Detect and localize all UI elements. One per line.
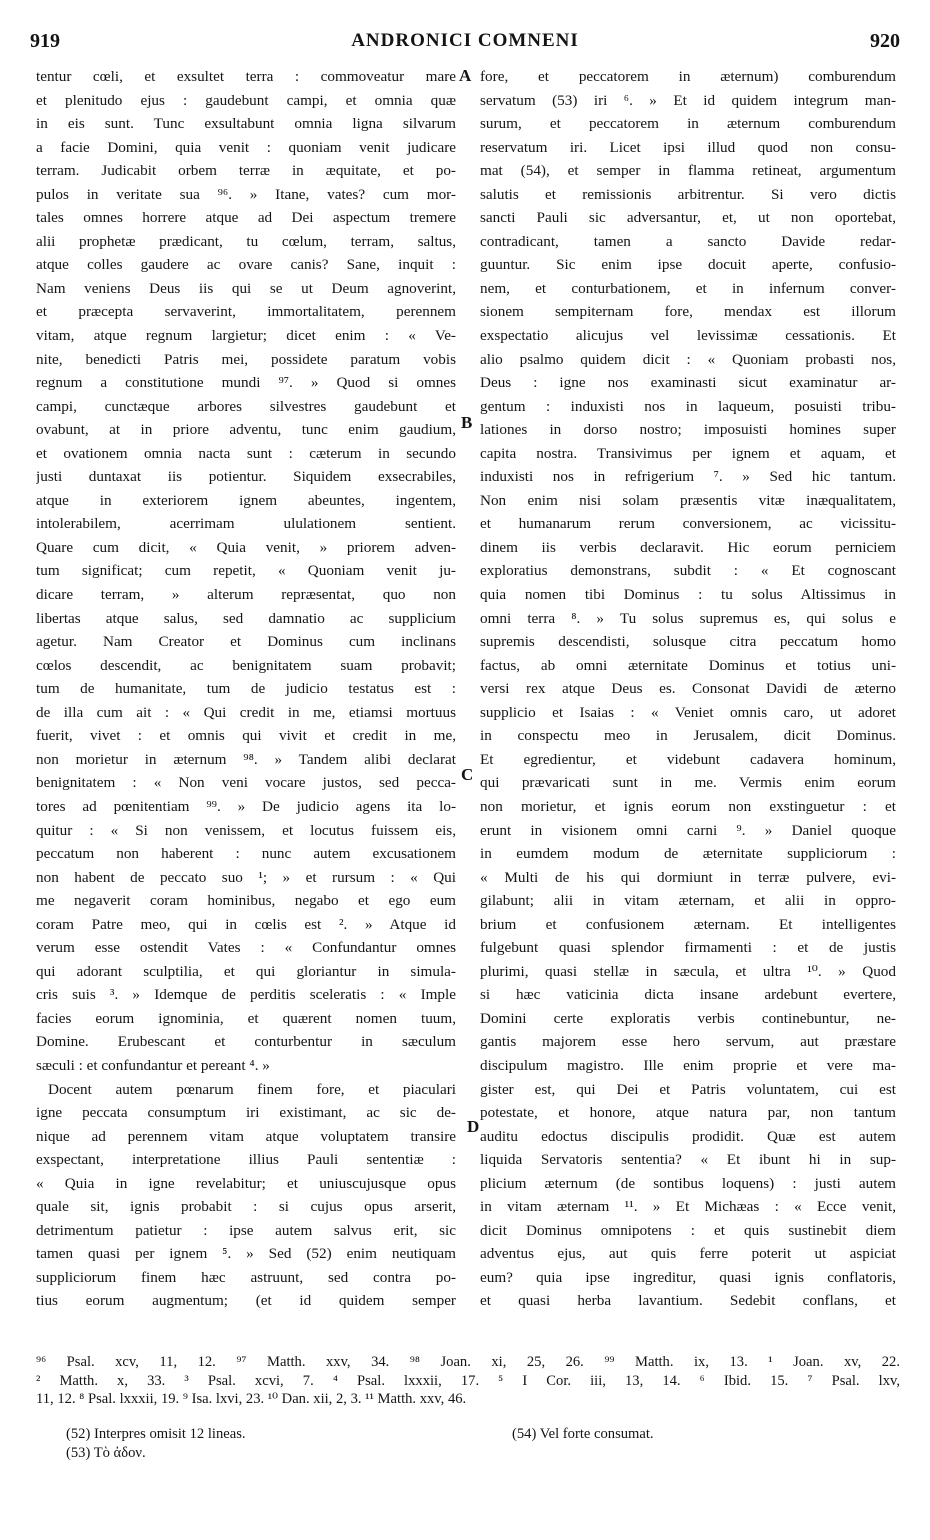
editorial-notes-left <box>66 1425 446 1463</box>
text-line: erunt in visionem omni carni ⁹. » Daniel quoque <box>480 821 896 839</box>
text-line: versi rex atque Deus es. Consonat Davidi de æterno <box>480 680 896 698</box>
text-line: peccatum non haberent : nunc autem excusationem <box>36 845 456 863</box>
text-line: terram. Judicabit orbem terræ in æquitate, et po- <box>36 162 456 180</box>
text-line: non habent de peccato suo ¹; » et rursum : « Qui <box>36 868 456 886</box>
text-line: tius eorum augmentum; (et id quidem semper <box>36 1292 456 1310</box>
text-line: nem, et conturbationem, et in infernum conver- <box>480 279 896 297</box>
text-line: Docent autem pœnarum finem fore, et piaculari <box>48 1080 456 1098</box>
text-line: Et egredientur, et videbunt cadavera hominum, <box>480 750 896 768</box>
left-column <box>36 65 456 1313</box>
text-line: a facie Domini, quia venit : quoniam venit judicare <box>36 138 456 156</box>
text-line: discipulum magistro. Ille enim proprie et vere ma- <box>480 1056 896 1074</box>
text-line: Non enim nisi solam præsentis vitæ inæqualitatem, <box>480 491 896 509</box>
text-line: suppliciorum finem hæc astruunt, sed contra po- <box>36 1268 456 1286</box>
text-line: atque colles gaudere ac ovare canis? Sane, inquit : <box>36 256 456 274</box>
text-line: sionem sempiternam fore, mendax est illorum <box>480 303 896 321</box>
text-line: contradicant, tamen a sancto Davide redar- <box>480 232 896 250</box>
editorial-notes-right <box>512 1425 892 1444</box>
text-line: sancti Pauli sic adversantur, et, ut non oportebat, <box>480 209 896 227</box>
text-line: supplicio et Isaias : « Veniet omnis caro, ut adoret <box>480 703 896 721</box>
text-line: me negaverit coram hominibus, negabo et ego eum <box>36 892 456 910</box>
footnotes <box>36 1353 900 1409</box>
text-line: intolerabilem, acerrimam ululationem sentient. <box>36 515 456 533</box>
text-line: libertas atque salus, sed damnatio ac supplicium <box>36 609 456 627</box>
text-line: plurimi, quasi stellæ in sæcula, et ultra ¹⁰. » Quod <box>480 962 896 980</box>
text-line: ovabunt, at in priore adventu, tunc enim gaudium, <box>36 421 456 439</box>
text-line: gantis majorem esse hero servum, aut præstare <box>480 1033 896 1051</box>
text-line: omni terra ⁸. » Tu solus supremus es, qui solus e <box>480 609 896 627</box>
text-line: tum significat; cum repetit, « Quoniam venit ju- <box>36 562 456 580</box>
margin-letter-d: D <box>467 1117 480 1136</box>
text-line: capita nostra. Transivimus per ignem et aquam, et <box>480 444 896 462</box>
text-line: salutis et remissionis arbitrentur. Si vero dictis <box>480 185 896 203</box>
text-line: fulgebunt quasi splendor firmamenti : et de justis <box>480 939 896 957</box>
text-line: igne peccata consumptum iri existimant, ac sic de- <box>36 1104 456 1122</box>
text-line: de illa cum ait : « Qui credit in me, etiamsi mortuus <box>36 703 456 721</box>
text-line: coram Patre meo, qui in cœlis est ². » Atque id <box>36 915 456 933</box>
text-line: regnum a constitutione mundi ⁹⁷. » Quod si omnes <box>36 374 456 392</box>
text-line: campi, cunctæque arbores silvestres gaudebunt et <box>36 397 456 415</box>
footnote-line: 11, 12. ⁸ Psal. lxxxii, 19. ⁹ Isa. lxvi, 23. ¹⁰ Dan. xii, 2, 3. ¹¹ Matth. xxv, 46. <box>36 1391 467 1407</box>
text-line: verum esse ostendit Vates : « Confundantur omnes <box>36 939 456 957</box>
text-line: Domini certe exploratis verbis continebuntur, ne- <box>480 1009 896 1027</box>
text-line: dinem iis verbis declaravit. Hic eorum perniciem <box>480 538 896 556</box>
footnote-line: ² Matth. x, 33. ³ Psal. xcvi, 7. ⁴ Psal. lxxxii, 17. ⁵ I Cor. iii, 13, 14. ⁶ Ibid. 15. ⁷ Psal. lxv, <box>36 1372 900 1389</box>
text-line: potestate, et honore, atque natura par, non tantum <box>480 1104 896 1122</box>
text-line: nite, benedicti Patris mei, possidete paratum vobis <box>36 350 456 368</box>
text-line: in eumdem modum de æternitate suppliciorum : <box>480 845 896 863</box>
text-line: Quare cum dicit, « Quia venit, » priorem adven- <box>36 538 456 556</box>
text-line: fore, et peccatorem in æternum) comburendum <box>480 68 896 85</box>
text-line: cœlos descendit, ac benignitatem suam probavit; <box>36 656 456 674</box>
text-line: in conspectu meo in Jerusalem, dicit Dominus. <box>480 727 896 745</box>
text-line: dicare terram, » alterum repræsentat, quo non <box>36 586 456 604</box>
text-line: et plenitudo ejus : gaudebunt campi, et omnia quæ <box>36 91 456 109</box>
text-line: servatum (53) iri ⁶. » Et id quidem integrum man- <box>480 91 896 109</box>
text-line: cris suis ³. » Idemque de perditis sceleratis : « Imple <box>36 986 456 1004</box>
text-line: justi duntaxat iis potientur. Siquidem exsecrabiles, <box>36 468 456 486</box>
text-line: lationes in dorso nostro; imposuisti homines super <box>480 421 896 439</box>
text-line: supremis descendisti, solusque citra peccatum homo <box>480 633 896 651</box>
text-line: sæculi : et confundantur et pereant ⁴. » <box>36 1056 270 1074</box>
text-line: liquida Servatoris sententia? « Et ibunt hi in sup- <box>480 1151 896 1169</box>
text-line: auditu edoctus discipulis prodidit. Quæ est autem <box>480 1127 896 1145</box>
text-line: vitam, atque regnum largietur; dicet enim : « Ve- <box>36 327 456 345</box>
text-line: tum de humanitate, tum de judicio testatus est : <box>36 680 456 698</box>
text-line: exspectant, interpretatione illius Pauli sententiæ : <box>36 1151 456 1169</box>
text-line: non morietur, et ignis eorum non exstinguetur : et <box>480 797 896 815</box>
footnote-line: ⁹⁶ Psal. xcv, 11, 12. ⁹⁷ Matth. xxv, 34. ⁹⁸ Joan. xi, 25, 26. ⁹⁹ Matth. ix, 13. ¹ Joan. xv, 22. <box>36 1354 900 1370</box>
text-line: agetur. Nam Creator et Dominus cum inclinans <box>36 633 456 651</box>
text-line: « Multi de his qui dormiunt in terræ pulvere, evi- <box>480 868 896 886</box>
text-line: nique ad perennem vitam atque voluptatem transire <box>36 1127 456 1145</box>
text-line: guuntur. Sic enim ipse docuit aperte, confusio- <box>480 256 896 274</box>
margin-letter-b: B <box>461 413 473 432</box>
running-title: ANDRONICI COMNENI <box>351 30 579 51</box>
text-line: et præcepta servaverint, immortalitatem, perennem <box>36 303 456 321</box>
text-line: Domine. Erubescant et conturbentur in sæculum <box>36 1033 456 1051</box>
text-line: et humanarum rerum conversionem, ac vicissitu- <box>480 515 896 533</box>
text-line: plicium æternum (de sontibus loquens) : justi autem <box>480 1174 896 1192</box>
page-number-left: 919 <box>30 30 60 52</box>
editorial-note: (52) Interpres omisit 12 lineas. <box>66 1426 246 1442</box>
text-line: benignitatem : « Non veni vocare justos, sed pecca- <box>36 774 456 792</box>
text-line: non morietur in æternum ⁹⁸. » Tandem alibi declarat <box>36 750 456 768</box>
text-line: factus, ab omni æternitate Dominus et totius uni- <box>480 656 896 674</box>
text-line: « Quia in igne revelabitur; et uniuscujusque opus <box>36 1174 456 1192</box>
text-line: tales omnes horrere atque ad Dei aspectum tremere <box>36 209 456 227</box>
margin-letter-a: A <box>459 66 472 85</box>
right-column <box>480 65 896 1313</box>
text-line: pulos in veritate sua ⁹⁶. » Itane, vates? cum mor- <box>36 185 456 203</box>
text-line: exploratius demonstrans, subdit : « Et cognoscant <box>480 562 896 580</box>
text-line: reservatum iri. Licet ipsi illud quod non consu- <box>480 138 896 156</box>
text-line: dicit Dominus omnipotens : et quis sustinebit diem <box>480 1221 896 1239</box>
text-line: facies eorum ignominia, et quærent nomen tuum, <box>36 1009 456 1027</box>
text-line: si hæc vaticinia dicta insane ardebunt evertere, <box>480 986 896 1004</box>
text-line: qui adorant sculptilia, et qui gloriantur in simula- <box>36 962 456 980</box>
editorial-note: (54) Vel forte consumat. <box>512 1426 654 1442</box>
text-line: et quasi herba lavantium. Sedebit conflans, et <box>480 1292 896 1310</box>
text-line: Nam veniens Deus iis qui se ut Deum agnoverint, <box>36 279 456 297</box>
text-line: gilabunt; alii in vitam æternam, et alii in oppro- <box>480 892 896 910</box>
editorial-note: (53) Τὸ ἀδον. <box>66 1445 146 1461</box>
text-line: alii prophetæ prædicant, tu cœlum, terram, saltus, <box>36 232 456 250</box>
text-line: in eis sunt. Tunc exsultabunt omnia ligna silvarum <box>36 115 456 133</box>
text-line: in vitam æternam ¹¹. » Et Michæas : « Ecce venit, <box>480 1198 896 1216</box>
text-line: tentur cœli, et exsultet terra : commoveatur mare <box>36 68 456 85</box>
text-line: Deus : igne nos examinasti sicut examinatur ar- <box>480 374 896 392</box>
text-line: alio psalmo quidem dicit : « Quoniam probasti nos, <box>480 350 896 368</box>
text-line: tores ad pœnitentiam ⁹⁹. » De judicio agens ita lo- <box>36 797 456 815</box>
running-header <box>30 30 900 54</box>
text-line: quale sit, ignis probabit : si cujus opus arserit, <box>36 1198 456 1216</box>
text-line: detrimentum patietur : ipse autem salvus erit, sic <box>36 1221 456 1239</box>
text-line: adventus ejus, aut quis ferre poterit ut aspiciat <box>480 1245 896 1263</box>
margin-letter-c: C <box>461 765 474 784</box>
text-line: fuerit, vivet : et omnis qui vivit et credit in me, <box>36 727 456 745</box>
text-line: et ovationem omnia nacta sunt : cæterum in secundo <box>36 444 456 462</box>
text-line: induxisti nos in refrigerium ⁷. » Sed hic tantum. <box>480 468 896 486</box>
text-line: brium et confusionem æternam. Et intelligentes <box>480 915 896 933</box>
text-line: quitur : « Si non venissem, et locutus fuissem eis, <box>36 821 456 839</box>
text-line: gister est, qui Dei et Patris voluntatem, cui est <box>480 1080 896 1098</box>
text-line: exspectatio alicujus vel levissimæ cessationis. Et <box>480 327 896 345</box>
text-line: quia nomen tibi Dominus : tu solus Altissimus in <box>480 586 896 604</box>
text-line: qui prævaricati sunt in me. Vermis enim eorum <box>480 774 896 792</box>
text-line: eum? quia ipse ingreditur, quasi ignis conflatoris, <box>480 1268 896 1286</box>
text-line: gentum : induxisti nos in laqueum, posuisti tribu- <box>480 397 896 415</box>
text-line: tamen quasi per ignem ⁵. » Sed (52) enim neutiquam <box>36 1245 456 1263</box>
text-line: atque in exteriorem ignem abeuntes, ingentem, <box>36 491 456 509</box>
text-line: surum, et peccatorem in æternum comburendum <box>480 115 896 133</box>
text-line: mat (54), et semper in flamma retineat, argumentum <box>480 162 896 180</box>
page-number-right: 920 <box>870 30 900 52</box>
